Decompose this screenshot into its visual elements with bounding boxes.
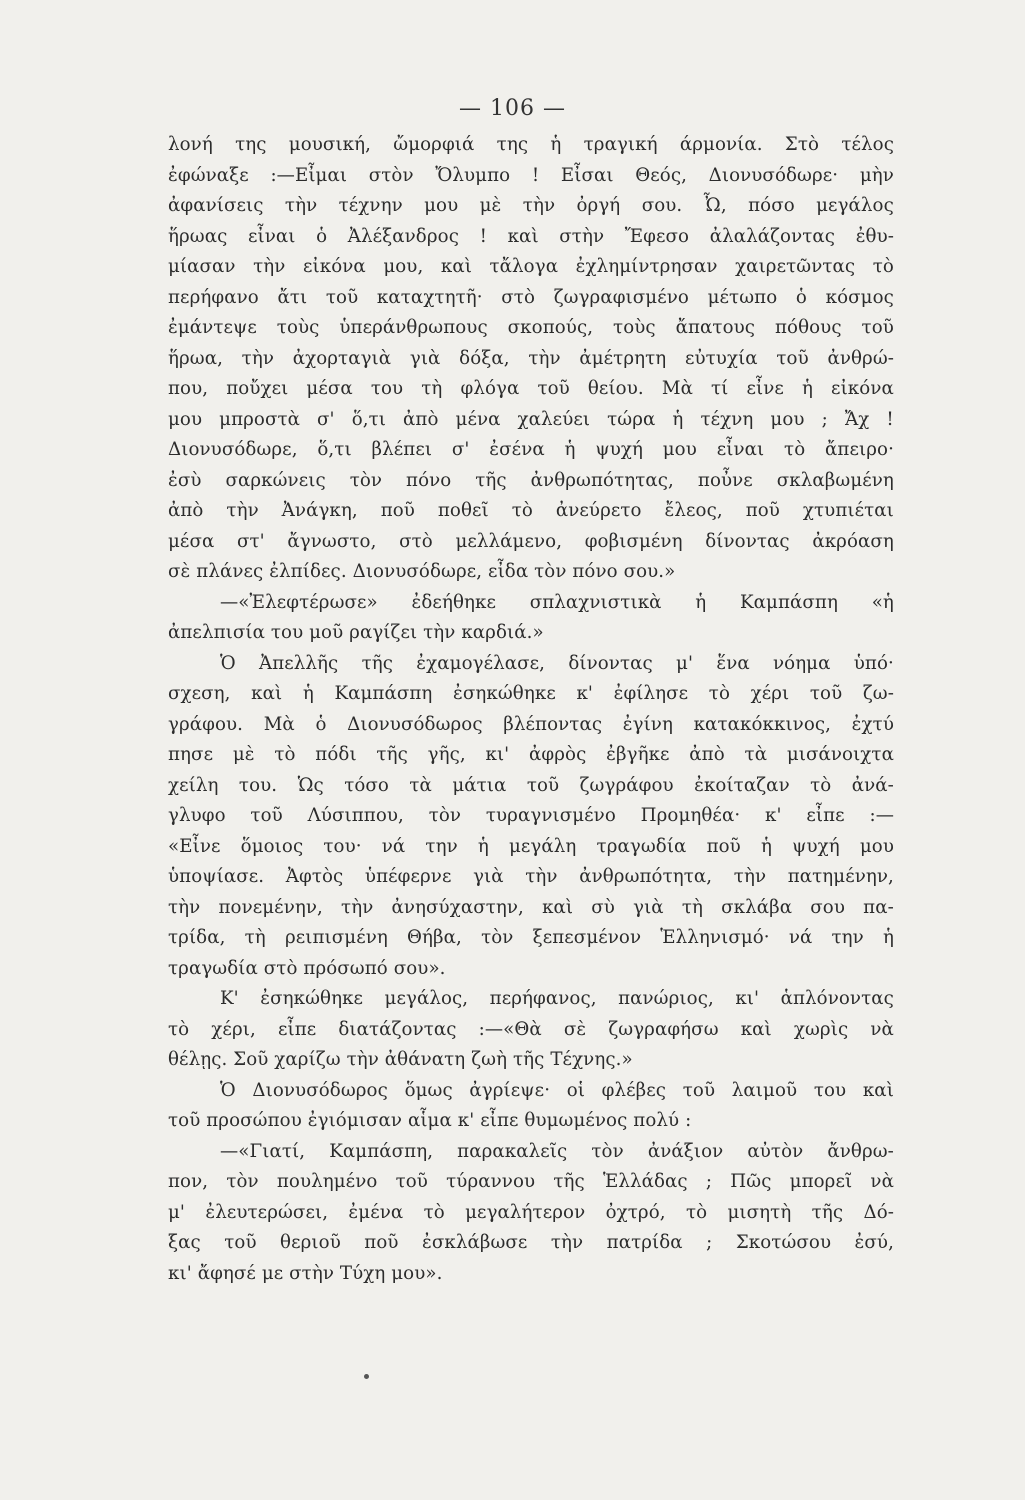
text-line: ἐμάντεψε τοὺς ὑπεράνθρωπους σκοπούς, τοὺς ἄπατους πόθους τοῦ <box>168 317 894 338</box>
text-line: ἀπελπισία του μοῦ ραγίζει τὴν καρδιά.» <box>168 622 544 643</box>
text-line: τρίδα, τὴ ρειπισμένη Θήβα, τὸν ξεπεσμένον Ἑλληνισμό· νά την ἡ <box>168 927 894 948</box>
text-line: γλυφο τοῦ Λύσιππου, τὸν τυραγνισμένο Προμηθέα· κ' εἶπε :— <box>168 805 894 826</box>
text-line: «Εἶνε ὅμοιος του· νά την ἡ μεγάλη τραγωδία ποῦ ἡ ψυχή μου <box>168 835 894 857</box>
text-line: πησε μὲ τὸ πόδι τῆς γῆς, κι' ἀφρὸς ἐβγῆκε ἀπὸ τὰ μισάνοιχτα <box>168 744 894 765</box>
text-line: Ὁ Ἀπελλῆς τῆς ἐχαμογέλασε, δίνοντας μ' ἕνα νόημα ὑπό· <box>220 652 894 674</box>
text-line: Ὁ Διονυσόδωρος ὅμως ἀγρίεψε· οἱ φλέβες τοῦ λαιμοῦ του καὶ <box>220 1079 894 1101</box>
text-line: ἐφώναξε :—Εἶμαι στὸν Ὄλυμπο ! Εἶσαι Θεός, Διονυσόδωρε· μὴν <box>168 164 894 186</box>
ink-dot <box>364 1374 369 1379</box>
text-line: μίασαν τὴν εἰκόνα μου, καὶ τἄλογα ἐχλημίντρησαν χαιρετῶντας τὸ <box>168 256 894 277</box>
text-line: που, ποὔχει μέσα του τὴ φλόγα τοῦ θείου. Μὰ τί εἶνε ἡ εἰκόνα <box>168 378 894 399</box>
text-line: ξας τοῦ θεριοῦ ποῦ ἐσκλάβωσε τὴν πατρίδα ; Σκοτώσου ἐσύ, <box>168 1232 894 1253</box>
text-line: —«Ἐλεφτέρωσε» ἐδεήθηκε σπλαχνιστικὰ ἡ Καμπάσπη «ἡ <box>220 591 894 613</box>
text-line: ὑποψίασε. Ἀφτὸς ὑπέφερνε γιὰ τὴν ἀνθρωπότητα, τὴν πατημένην, <box>168 866 894 887</box>
text-line: ἐσὺ σαρκώνεις τὸν πόνο τῆς ἀνθρωπότητας, ποὖνε σκλαβωμένη <box>168 469 894 491</box>
text-line: ἀφανίσεις τὴν τέχνην μου μὲ τὴν ὀργή σου. Ὦ, πόσο μεγάλος <box>168 195 894 216</box>
text-line: ἥρωας εἶναι ὁ Ἀλέξανδρος ! καὶ στὴν Ἔφεσο ἀλαλάζοντας ἐθυ- <box>168 225 894 247</box>
text-line: ἀπὸ τὴν Ἀνάγκη, ποῦ ποθεῖ τὸ ἀνεύρετο ἔλεος, ποῦ χτυπιέται <box>168 500 894 521</box>
text-line: τὸ χέρι, εἶπε διατάζοντας :—«Θὰ σὲ ζωγραφήσω καὶ χωρὶς νὰ <box>168 1018 894 1040</box>
text-line: —«Γιατί, Καμπάσπη, παρακαλεῖς τὸν ἀνάξιον αὐτὸν ἄνθρω- <box>220 1140 894 1162</box>
text-line: θέλῃς. Σοῦ χαρίζω τὴν ἀθάνατη ζωὴ τῆς Τέχνης.» <box>168 1049 633 1070</box>
text-line: σχεση, καὶ ἡ Καμπάσπη ἐσηκώθηκε κ' ἐφίλησε τὸ χέρι τοῦ ζω- <box>168 683 894 704</box>
text-line: Διονυσόδωρε, ὅ,τι βλέπει σ' ἐσένα ἡ ψυχή μου εἶναι τὸ ἄπειρο· <box>168 439 894 460</box>
text-line: χείλη του. Ὡς τόσο τὰ μάτια τοῦ ζωγράφου ἐκοίταζαν τὸ ἀνά- <box>168 774 894 796</box>
text-line: τραγωδία στὸ πρόσωπό σου». <box>168 957 446 979</box>
text-line: ἥρωα, τὴν ἀχορταγιὰ γιὰ δόξα, τὴν ἀμέτρητη εὐτυχία τοῦ ἀνθρώ- <box>168 347 894 369</box>
text-line: τὴν πονεμένην, τὴν ἀνησύχαστην, καὶ σὺ γιὰ τὴ σκλάβα σου πα- <box>168 896 894 918</box>
text-line: περήφανο ἄτι τοῦ καταχτητῆ· στὸ ζωγραφισμένο μέτωπο ὁ κόσμος <box>168 286 894 308</box>
text-line: λονή της μουσική, ὤμορφιά της ἡ τραγική άρμονία. Στὸ τέλος <box>168 134 894 155</box>
text-line: Κ' ἐσηκώθηκε μεγάλος, περήφανος, πανώριος, κι' ἁπλόνοντας <box>220 988 894 1009</box>
text-line: μου μπροστὰ σ' ὅ,τι ἀπὸ μένα χαλεύει τώρα ἡ τέχνη μου ; Ἄχ ! <box>168 408 894 430</box>
body-text <box>168 130 894 1289</box>
text-line: γράφου. Μὰ ὁ Διονυσόδωρος βλέποντας ἐγίνη κατακόκκινος, ἐχτύ <box>168 713 894 735</box>
text-line: μ' ἐλευτερώσει, ἐμένα τὸ μεγαλήτερον ὀχτρό, τὸ μισητὴ τῆς Δό- <box>168 1201 894 1223</box>
page-number: — 106 — <box>459 96 566 121</box>
text-line: σὲ πλάνες ἐλπίδες. Διονυσόδωρε, εἶδα τὸν πόνο σου.» <box>168 561 676 582</box>
text-line: πον, τὸν πουλημένο τοῦ τύραννου τῆς Ἑλλάδας ; Πῶς μπορεῖ νὰ <box>168 1171 894 1192</box>
text-line: τοῦ προσώπου ἐγιόμισαν αἷμα κ' εἶπε θυμωμένος πολύ : <box>168 1110 692 1131</box>
text-line: μέσα στ' ἄγνωστο, στὸ μελλάμενο, φοβισμένη δίνοντας ἀκρόαση <box>168 530 894 552</box>
text-line: κι' ἄφησέ με στὴν Τύχη μου». <box>168 1262 443 1284</box>
